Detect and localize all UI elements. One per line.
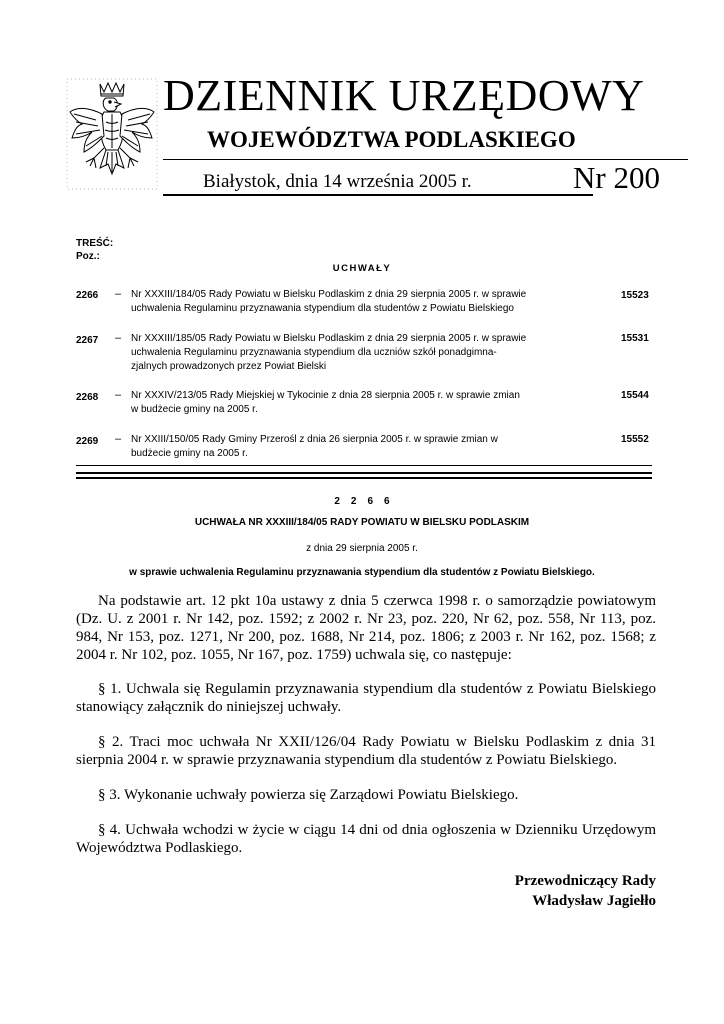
resolution-title: UCHWAŁA NR XXXIII/184/05 RADY POWIATU W BIELSKU PODLASKIM bbox=[194, 517, 530, 528]
resolution-position-number: 2266 bbox=[334, 496, 401, 507]
section-1-paragraph: § 1. Uchwala się Regulamin przyznawania stypendium dla studentów z Powiatu Bielskiego stanowiący załącznik do niniejszej uchwały. bbox=[76, 681, 656, 715]
toc-item-number: 2266 bbox=[76, 290, 99, 301]
toc-item-number: 2268 bbox=[76, 392, 99, 403]
signature-role: Przewodniczący Rady bbox=[514, 873, 656, 889]
resolution-subject: w sprawie uchwalenia Regulaminu przyznawania stypendium dla studentów z Powiatu Bielskiego. bbox=[129, 567, 595, 578]
toc-item-dash: – bbox=[115, 332, 122, 344]
toc-item-page: 15523 bbox=[621, 290, 649, 301]
header-rule-bottom bbox=[163, 194, 593, 196]
toc-item-text[interactable] bbox=[131, 332, 588, 374]
journal-subtitle: WOJEWÓDZTWA PODLASKIEGO bbox=[207, 127, 576, 152]
toc-item-line: Nr XXIII/150/05 Rady Gminy Przerośl z dnia 26 sierpnia 2005 r. w sprawie zmian w bbox=[131, 434, 498, 445]
signature-name: Władysław Jagiełło bbox=[532, 893, 656, 909]
contents-label-block bbox=[76, 237, 113, 263]
toc-item-dash: – bbox=[115, 389, 122, 401]
resolution-date: z dnia 29 sierpnia 2005 r. bbox=[306, 543, 418, 554]
legal-basis-paragraph: Na podstawie art. 12 pkt 10a ustawy z dnia 5 czerwca 1998 r. o samorządzie powiatowym (Dz. U. z 2001 r. Nr 142, poz. 1592; z 2002 r. Nr 23, poz. 220, Nr 62, poz. 558, Nr 113, poz. 984, Nr 153, poz. 1271, Nr 200, poz. 1688, Nr 214, poz. 1806; z 2003 r. Nr 162, poz. 1568; z 2004 r. Nr 102, poz. 1055, Nr 167, poz. 1759) uchwala się, co następuje: bbox=[76, 593, 656, 663]
toc-item-line: Nr XXXIII/184/05 Rady Powiatu w Bielsku Podlaskim z dnia 29 sierpnia 2005 r. w sprawie bbox=[131, 289, 527, 300]
position-label: Poz.: bbox=[76, 251, 100, 262]
toc-item-page: 15531 bbox=[621, 333, 649, 344]
toc-item-line: zjalnych prowadzonych przez Powiat Bielski bbox=[131, 361, 327, 372]
signature-block bbox=[515, 871, 656, 911]
section-separator bbox=[76, 472, 652, 474]
section-4-paragraph: § 4. Uchwała wchodzi w życie w ciągu 14 dni od dnia ogłoszenia w Dzienniku Urzędowym Województwa Podlaskiego. bbox=[76, 822, 656, 856]
toc-item-dash: – bbox=[115, 288, 122, 300]
toc-item-page: 15544 bbox=[621, 390, 649, 401]
section-3-paragraph: § 3. Wykonanie uchwały powierza się Zarządowi Powiatu Bielskiego. bbox=[98, 787, 519, 803]
polish-eagle-emblem-icon bbox=[66, 78, 158, 190]
section-title: UCHWAŁY bbox=[332, 263, 392, 274]
toc-item-line: uchwalenia Regulaminu przyznawania stypendium dla studentów z Powiatu Bielskiego bbox=[131, 303, 514, 314]
section-2-paragraph: § 2. Traci moc uchwała Nr XXII/126/04 Rady Powiatu w Bielsku Podlaskim z dnia 31 sierpnia 2004 r. w sprawie przyznawania stypendium dla studentów z Powiatu Bielskiego. bbox=[76, 734, 656, 768]
toc-item-text[interactable] bbox=[131, 389, 588, 417]
issue-number: Nr 200 bbox=[573, 160, 660, 195]
contents-label: TREŚĆ: bbox=[76, 238, 114, 249]
toc-item-line: Nr XXXIV/213/05 Rady Miejskiej w Tykocinie z dnia 28 sierpnia 2005 r. w sprawie zmian bbox=[131, 390, 520, 401]
toc-item-line: uchwalenia Regulaminu przyznawania stypendium dla uczniów szkół ponadgimna- bbox=[131, 347, 497, 358]
toc-item-line: budżecie gminy na 2005 r. bbox=[131, 448, 248, 459]
toc-item-number: 2267 bbox=[76, 335, 99, 346]
toc-item-dash: – bbox=[115, 433, 122, 445]
place-date: Białystok, dnia 14 września 2005 r. bbox=[203, 171, 472, 192]
section-separator bbox=[76, 477, 652, 479]
toc-item-page: 15552 bbox=[621, 434, 649, 445]
toc-item-line: w budżecie gminy na 2005 r. bbox=[131, 404, 258, 415]
toc-item-text[interactable] bbox=[131, 288, 588, 316]
toc-item-number: 2269 bbox=[76, 436, 99, 447]
journal-title: DZIENNIK URZĘDOWY bbox=[163, 71, 645, 120]
toc-bottom-rule bbox=[76, 465, 652, 466]
toc-item-line: Nr XXXIII/185/05 Rady Powiatu w Bielsku Podlaskim z dnia 29 sierpnia 2005 r. w sprawie bbox=[131, 333, 527, 344]
toc-item-text[interactable] bbox=[131, 433, 588, 461]
